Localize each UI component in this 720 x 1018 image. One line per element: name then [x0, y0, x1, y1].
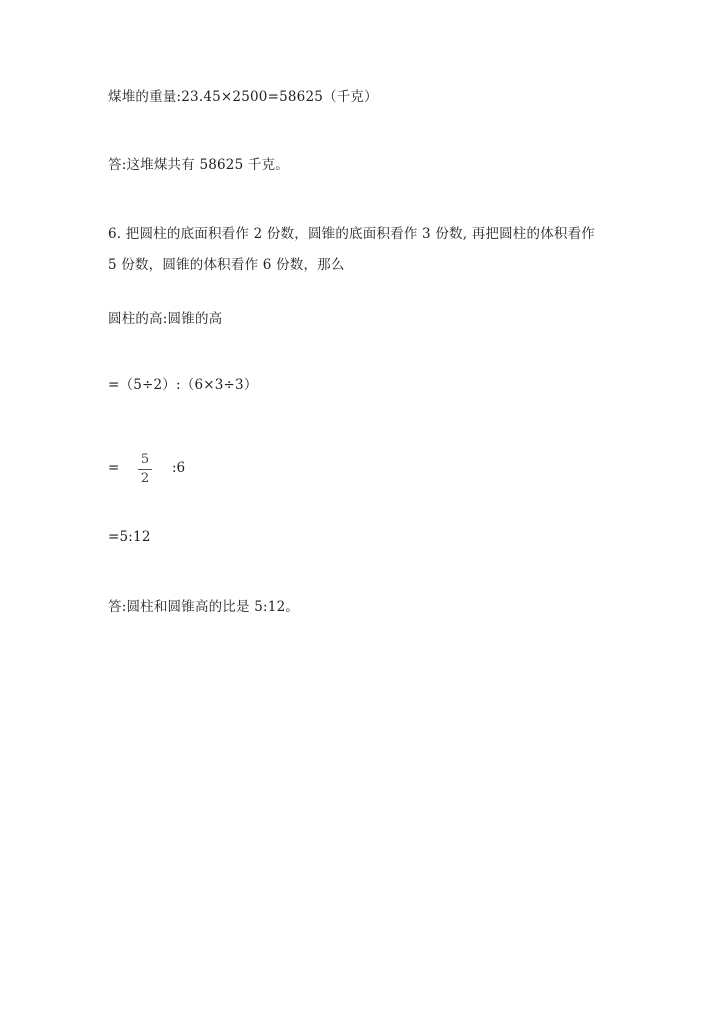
fraction-five-halves [138, 452, 152, 487]
fraction-numerator: 5 [140, 452, 150, 467]
step-1-line: =（5÷2）:（6×3÷3） [108, 377, 258, 393]
coal-weight-line: 煤堆的重量:23.45×2500=58625（千克） [108, 89, 378, 105]
fraction-bar [138, 469, 152, 470]
ratio-heading-line: 圆柱的高:圆锥的高 [108, 311, 223, 327]
question-6-line-1: 6. 把圆柱的底面积看作 2 份数，圆锥的底面积看作 3 份数, 再把圆柱的体积看作 [108, 226, 595, 242]
step-2-rest: :6 [172, 460, 186, 476]
answer-ratio-line: 答:圆柱和圆锥高的比是 5:12。 [108, 599, 300, 615]
question-6-line-2: 5 份数，圆锥的体积看作 6 份数，那么 [108, 257, 345, 273]
step-3-line: =5:12 [108, 529, 151, 545]
step-2-equals: = [108, 460, 120, 476]
fraction-denominator: 2 [140, 471, 150, 486]
step-2-line [108, 452, 308, 486]
answer-coal-line: 答:这堆煤共有 58625 千克。 [108, 157, 289, 173]
